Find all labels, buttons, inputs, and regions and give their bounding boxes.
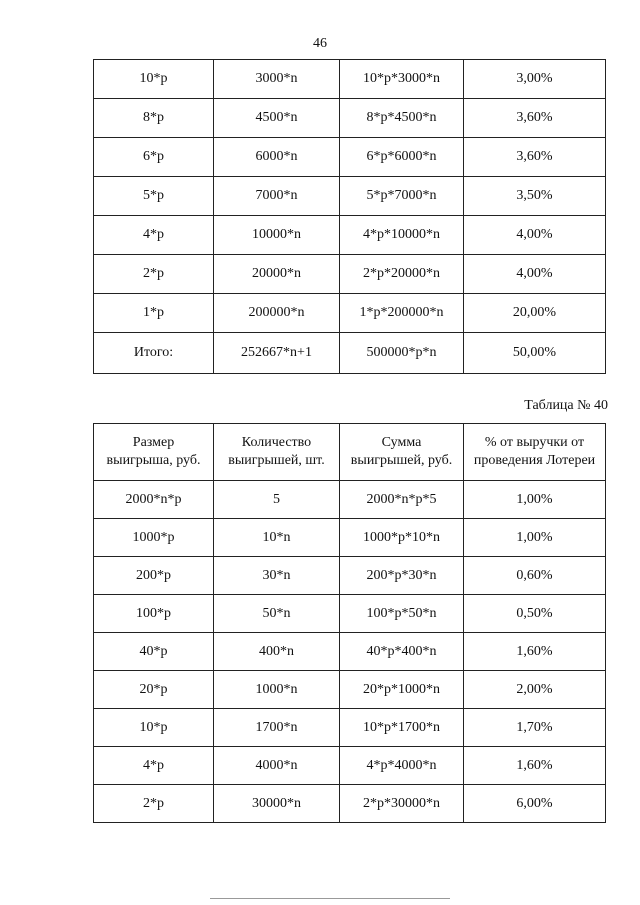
table-row — [94, 709, 606, 747]
table-row — [94, 216, 606, 255]
prize-size-cell: 20*р — [94, 671, 214, 709]
revenue-percent-cell: 4,00% — [464, 255, 606, 294]
total-row — [94, 333, 606, 374]
prize-count-cell: 4500*n — [214, 99, 340, 138]
prize-count-cell: 10*n — [214, 519, 340, 557]
revenue-percent-cell: 20,00% — [464, 294, 606, 333]
table-row — [94, 99, 606, 138]
total-count-cell: 252667*n+1 — [214, 333, 340, 374]
table-row — [94, 177, 606, 216]
prize-count-cell: 400*n — [214, 633, 340, 671]
prize-count-cell: 30*n — [214, 557, 340, 595]
table-row — [94, 785, 606, 823]
prize-size-cell: 6*р — [94, 138, 214, 177]
prize-count-cell: 3000*n — [214, 60, 340, 99]
prize-size-cell: 1*р — [94, 294, 214, 333]
prize-table-continuation — [93, 59, 606, 374]
revenue-percent-cell: 1,00% — [464, 481, 606, 519]
prize-count-cell: 5 — [214, 481, 340, 519]
prize-count-cell: 30000*n — [214, 785, 340, 823]
revenue-percent-cell: 3,60% — [464, 99, 606, 138]
prize-size-cell: 2*р — [94, 785, 214, 823]
prize-sum-cell: 10*р*3000*n — [340, 60, 464, 99]
page-number: 46 — [313, 36, 327, 51]
prize-count-cell: 10000*n — [214, 216, 340, 255]
prize-size-cell: 2*р — [94, 255, 214, 294]
prize-size-cell: 8*р — [94, 99, 214, 138]
header-revenue-percent: % от выручки от проведения Лотереи — [464, 424, 606, 481]
prize-size-cell: 5*р — [94, 177, 214, 216]
prize-count-cell: 20000*n — [214, 255, 340, 294]
prize-sum-cell: 2*р*30000*n — [340, 785, 464, 823]
revenue-percent-cell: 3,00% — [464, 60, 606, 99]
revenue-percent-cell: 4,00% — [464, 216, 606, 255]
prize-count-cell: 1000*n — [214, 671, 340, 709]
prize-count-cell: 7000*n — [214, 177, 340, 216]
revenue-percent-cell: 3,60% — [464, 138, 606, 177]
table-row — [94, 595, 606, 633]
prize-count-cell: 200000*n — [214, 294, 340, 333]
prize-sum-cell: 4*р*10000*n — [340, 216, 464, 255]
prize-sum-cell: 1*р*200000*n — [340, 294, 464, 333]
header-prize-size: Размер выигрыша, руб. — [94, 424, 214, 481]
prize-count-cell: 6000*n — [214, 138, 340, 177]
table-row — [94, 557, 606, 595]
prize-sum-cell: 8*р*4500*n — [340, 99, 464, 138]
table-caption: Таблица № 40 — [524, 398, 608, 413]
table-row — [94, 633, 606, 671]
prize-table-40 — [93, 423, 606, 823]
table-row — [94, 255, 606, 294]
table-row — [94, 747, 606, 785]
revenue-percent-cell: 3,50% — [464, 177, 606, 216]
revenue-percent-cell: 1,70% — [464, 709, 606, 747]
total-percent-cell: 50,00% — [464, 333, 606, 374]
prize-sum-cell: 2000*n*р*5 — [340, 481, 464, 519]
prize-sum-cell: 5*р*7000*n — [340, 177, 464, 216]
prize-size-cell: 200*р — [94, 557, 214, 595]
prize-sum-cell: 1000*р*10*n — [340, 519, 464, 557]
prize-size-cell: 10*р — [94, 709, 214, 747]
total-sum-cell: 500000*р*n — [340, 333, 464, 374]
table-row — [94, 294, 606, 333]
prize-sum-cell: 2*р*20000*n — [340, 255, 464, 294]
revenue-percent-cell: 1,00% — [464, 519, 606, 557]
prize-sum-cell: 200*р*30*n — [340, 557, 464, 595]
prize-size-cell: 1000*р — [94, 519, 214, 557]
table-row — [94, 138, 606, 177]
prize-size-cell: 10*р — [94, 60, 214, 99]
prize-count-cell: 4000*n — [214, 747, 340, 785]
prize-sum-cell: 6*р*6000*n — [340, 138, 464, 177]
revenue-percent-cell: 2,00% — [464, 671, 606, 709]
header-prize-sum: Сумма выигрышей, руб. — [340, 424, 464, 481]
prize-sum-cell: 100*р*50*n — [340, 595, 464, 633]
prize-count-cell: 1700*n — [214, 709, 340, 747]
table-row — [94, 60, 606, 99]
header-prize-count: Количество выигрышей, шт. — [214, 424, 340, 481]
prize-size-cell: 100*р — [94, 595, 214, 633]
prize-sum-cell: 4*р*4000*n — [340, 747, 464, 785]
revenue-percent-cell: 0,50% — [464, 595, 606, 633]
prize-size-cell: 4*р — [94, 747, 214, 785]
revenue-percent-cell: 0,60% — [464, 557, 606, 595]
table-row — [94, 519, 606, 557]
prize-size-cell: 2000*n*р — [94, 481, 214, 519]
total-label-cell: Итого: — [94, 333, 214, 374]
table-row — [94, 481, 606, 519]
prize-sum-cell: 40*р*400*n — [340, 633, 464, 671]
table-header-row — [94, 424, 606, 481]
revenue-percent-cell: 1,60% — [464, 633, 606, 671]
revenue-percent-cell: 1,60% — [464, 747, 606, 785]
prize-count-cell: 50*n — [214, 595, 340, 633]
prize-sum-cell: 10*р*1700*n — [340, 709, 464, 747]
prize-size-cell: 4*р — [94, 216, 214, 255]
prize-size-cell: 40*р — [94, 633, 214, 671]
prize-sum-cell: 20*р*1000*n — [340, 671, 464, 709]
revenue-percent-cell: 6,00% — [464, 785, 606, 823]
footer-divider — [210, 898, 450, 899]
table-row — [94, 671, 606, 709]
